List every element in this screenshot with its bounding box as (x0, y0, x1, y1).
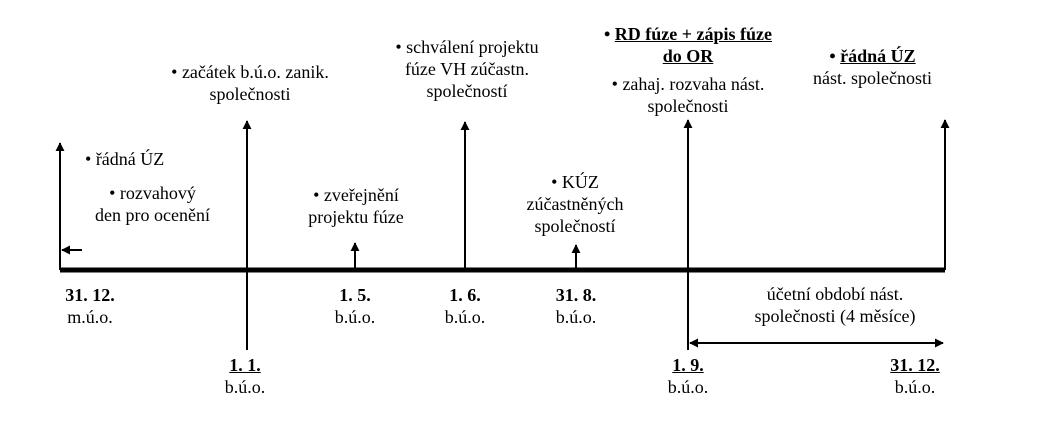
label-line (372, 36, 562, 58)
date-1-6 (410, 284, 520, 328)
label-zverejneni (282, 184, 430, 228)
date-value: 31. 12. (65, 285, 115, 305)
label-line: den pro ocenění (95, 205, 210, 225)
label-line: společnosti (647, 96, 729, 116)
date-sub: m.ú.o. (67, 307, 113, 327)
label-text: RD fúze + zápis fúze (614, 24, 773, 44)
date-1-9 (633, 354, 743, 398)
label-text: řádná ÚZ (95, 149, 165, 169)
label-line (578, 23, 798, 45)
label-rd-fuze (578, 23, 798, 67)
label-line: společnosti (4 měsíce) (754, 306, 916, 326)
label-line: nást. společnosti (813, 68, 932, 88)
date-1-1 (190, 354, 300, 398)
date-value: 1. 1. (229, 355, 261, 375)
label-line: účetní období nást. (766, 284, 904, 304)
date-value: 1. 6. (449, 285, 481, 305)
label-text: řádná ÚZ (840, 46, 916, 66)
date-sub: b.ú.o. (555, 307, 597, 327)
label-text: začátek b.ú.o. zanik. (181, 62, 329, 82)
label-line: společností (534, 216, 616, 236)
date-31-12-start (30, 284, 150, 328)
date-value: 1. 9. (672, 355, 704, 375)
bullet: • (611, 74, 618, 94)
date-value: 1. 5. (339, 285, 371, 305)
label-line: společnosti (209, 84, 291, 104)
label-zacatek-buo (130, 61, 370, 105)
label-zahaj-rozvaha (578, 73, 798, 117)
label-text: KÚZ (561, 172, 599, 192)
label-line (790, 45, 955, 67)
label-line (578, 73, 798, 95)
bullet: • (171, 62, 178, 82)
date-value: 31. 12. (890, 355, 940, 375)
label-kuz (495, 171, 655, 237)
bullet: • (85, 149, 92, 169)
date-sub: b.ú.o. (894, 377, 936, 397)
date-31-12-end (855, 354, 975, 398)
date-31-8 (521, 284, 631, 328)
label-text: zveřejnění (323, 185, 399, 205)
label-accounting-period (715, 283, 955, 327)
label-radna-uz-left (85, 148, 164, 170)
bullet: • (551, 172, 558, 192)
date-1-5 (300, 284, 410, 328)
label-text: zahaj. rozvaha nást. (622, 74, 765, 94)
bullet: • (395, 37, 402, 57)
date-sub: b.ú.o. (667, 377, 709, 397)
label-radna-uz-right (790, 45, 955, 89)
label-line: společností (426, 81, 508, 101)
date-sub: b.ú.o. (224, 377, 266, 397)
date-value: 31. 8. (555, 285, 597, 305)
date-sub: b.ú.o. (444, 307, 486, 327)
label-line: fúze VH zúčastn. (404, 59, 530, 79)
label-text: rozvahový (119, 183, 196, 203)
label-line (495, 171, 655, 193)
bullet: • (313, 185, 320, 205)
bullet: • (829, 46, 836, 66)
label-line (130, 61, 370, 83)
bullet: • (603, 24, 611, 44)
label-line: do OR (662, 46, 714, 66)
bullet: • (109, 183, 116, 203)
label-text: schválení projektu (406, 37, 539, 57)
date-sub: b.ú.o. (334, 307, 376, 327)
label-line: zúčastněných (526, 194, 624, 214)
label-schvaleni (372, 36, 562, 102)
label-line (282, 184, 430, 206)
label-line: projektu fúze (308, 207, 404, 227)
label-line (60, 182, 245, 204)
label-rozvahovy-den (60, 182, 245, 226)
